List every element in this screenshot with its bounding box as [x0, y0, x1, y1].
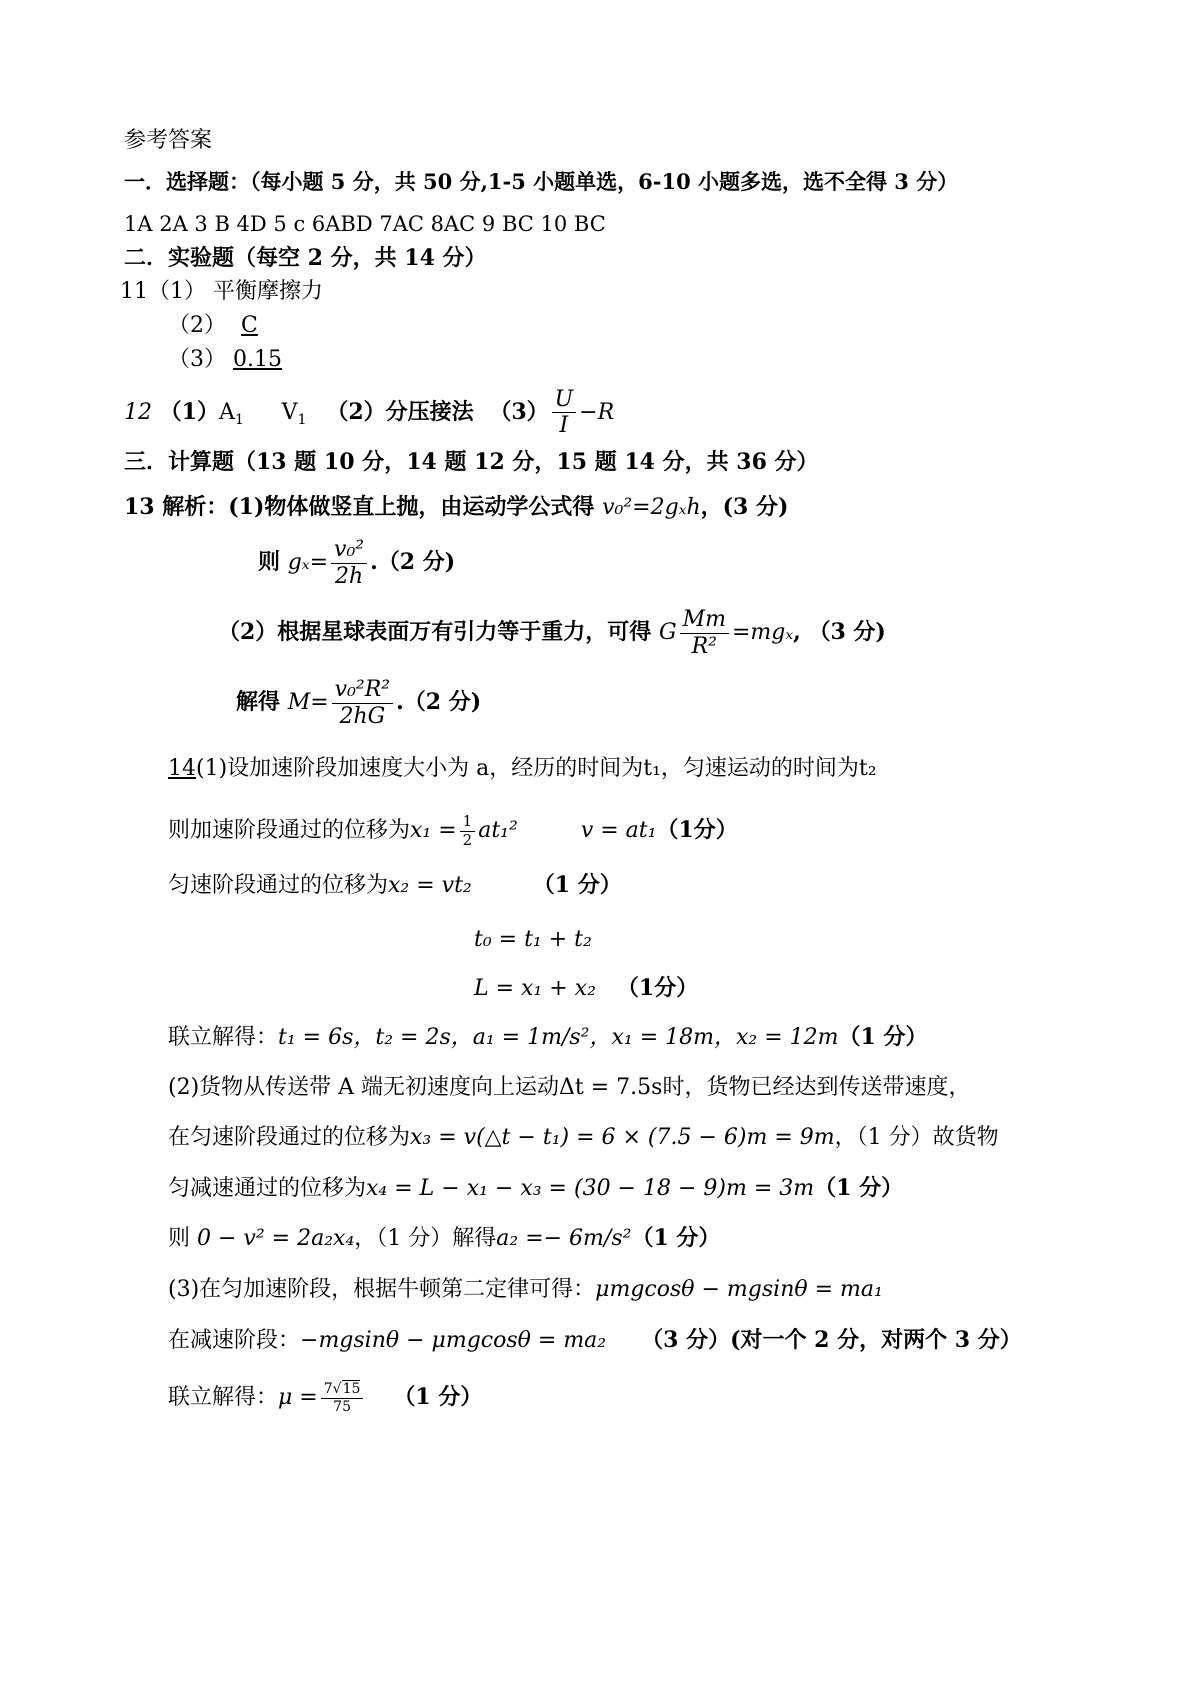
q14-eq-2-lhs: x₁ =	[410, 818, 457, 843]
q14-score-2: （1分）	[656, 817, 738, 843]
q14-eq-10b: a₂ =− 6m/s²	[496, 1226, 632, 1251]
q12-part2: （2）分压接法	[326, 398, 474, 425]
q14-eq-5: L = x₁ + x₂	[474, 976, 596, 1001]
q13-text-4: 解得	[236, 689, 281, 715]
q12-part1-label: （1）	[159, 398, 219, 425]
q14-line-8	[168, 1123, 999, 1153]
q14-line-12	[168, 1325, 1022, 1356]
q14-fraction-13-num	[321, 1381, 364, 1398]
q13-line-4	[236, 673, 481, 732]
q11-part2-label: （2）	[168, 313, 226, 338]
q14-line-13	[168, 1372, 482, 1423]
q13-fraction-2-den: 2h	[334, 563, 364, 589]
q14-line-10	[168, 1223, 720, 1254]
q13-fraction-4-num: v₀²R²	[332, 677, 393, 703]
q14-text-2: 则加速阶段通过的位移为	[168, 818, 411, 843]
choice-answers: 1A 2A 3 B 4D 5 c 6ABD 7AC 8AC 9 BC 10 BC	[124, 212, 606, 236]
q14-eq-9: x₄ = L − x₁ − x₃ = (30 − 18 − 9)m = 3m	[366, 1176, 815, 1201]
q13-score-1: ，(3 分)	[700, 494, 789, 520]
q12-voltmeter: V	[281, 399, 298, 425]
q11-part2	[168, 311, 258, 341]
q14-mid-10: ，（1 分）解得	[354, 1226, 497, 1251]
q14-eq-3: x₂ = vt₂	[388, 873, 472, 898]
q14-score-5: （1分）	[616, 975, 699, 1001]
q14-eq-10: 0 − v² = 2a₂x₄	[197, 1226, 355, 1251]
q14-line-2	[168, 808, 738, 853]
q12-part3-label: （3）	[489, 398, 549, 425]
q13-eq-3-G: G	[658, 620, 677, 645]
section-1-heading: 一．选择题：（每小题 5 分，共 50 分,1-5 小题单选，6-10 小题多选，选不全得 3 分）	[124, 169, 959, 194]
q12-number: 12	[124, 399, 152, 425]
q14-text-13: 联立解得：	[168, 1385, 279, 1410]
q13-fraction-3	[680, 607, 729, 659]
q14-eq-6: t₁ = 6s，t₂ = 2s，a₁ = 1m/s²，x₁ = 18m，x₂ = 12m	[278, 1025, 839, 1050]
q14-text-10: 则	[168, 1226, 191, 1251]
q11-prefix: 11（1）	[120, 279, 206, 304]
q12-tail: −R	[579, 399, 615, 425]
q13-line-1	[124, 492, 788, 523]
section-2-heading: 二．实验题（每空 2 分，共 14 分）	[124, 245, 487, 271]
q13-eq-1: v₀²=2gₓh	[602, 495, 701, 520]
q14-line-11	[168, 1275, 883, 1305]
q13-fraction-4	[332, 677, 393, 729]
q13-fraction-3-num: Mm	[680, 607, 729, 633]
q14-score-13: （1 分）	[393, 1384, 483, 1410]
q14-text-1: (1)设加速阶段加速度大小为 a，经历的时间为t₁，匀速运动的时间为t₂	[196, 756, 877, 781]
q13-text-1: 13 解析：(1)物体做竖直上抛，由运动学公式得	[124, 494, 595, 520]
q14-fraction-13-num-rad: 15	[342, 1381, 361, 1398]
q13-eq-2-lhs: gₓ=	[287, 550, 329, 575]
q14-score-8: ，（1 分）故货物	[834, 1125, 999, 1150]
q14-line-1	[168, 754, 877, 784]
q11-part3-label: （3）	[168, 347, 226, 372]
q13-line-2	[258, 533, 455, 592]
q12-fraction-den: I	[559, 413, 569, 439]
q14-eq-4: t₀ = t₁ + t₂	[474, 927, 592, 952]
q13-score-2: .（2 分)	[370, 549, 456, 575]
q14-eq-13-lhs: μ =	[278, 1385, 318, 1410]
q13-text-2: 则	[258, 549, 281, 575]
q14-eq-2b: v = at₁	[580, 818, 657, 843]
q14-fraction-2	[460, 813, 476, 849]
q11-answer-2: C	[241, 313, 258, 338]
q14-eq-11: μmgcosθ − mgsinθ = ma₁	[595, 1277, 883, 1302]
q12-line	[124, 387, 614, 440]
q14-text-3: 匀速阶段通过的位移为	[168, 873, 389, 898]
q14-text-11: (3)在匀加速阶段，根据牛顿第二定律可得：	[168, 1277, 596, 1302]
q11-part1	[120, 277, 323, 307]
q14-line-9	[168, 1173, 903, 1204]
q12-fraction	[552, 387, 577, 439]
q14-text-9: 匀减速通过的位移为	[168, 1176, 367, 1201]
q14-text-12: 在减速阶段：	[168, 1328, 301, 1353]
q13-text-3: （2）根据星球表面万有引力等于重力，可得	[218, 619, 652, 645]
q13-score-3: , （3 分)	[793, 619, 886, 645]
q13-fraction-3-den: R²	[691, 633, 717, 659]
q14-fraction-13	[321, 1381, 364, 1414]
q11-answer-1: 平衡摩擦力	[213, 279, 324, 304]
q11-answer-3: 0.15	[233, 347, 282, 372]
q14-fraction-2-num: 1	[460, 813, 476, 831]
q13-fraction-4-den: 2hG	[339, 703, 386, 729]
q12-voltmeter-sub: 1	[297, 412, 307, 429]
q11-part3	[168, 345, 282, 375]
q14-eq-8: x₃ = v(△t − t₁) = 6 × (7.5 − 6)m = 9m	[410, 1125, 835, 1150]
q14-eq-2-tail: at₁²	[478, 818, 518, 843]
q14-line-5	[474, 973, 698, 1004]
q12-ammeter-sub: 1	[234, 412, 244, 429]
q14-score-3: （1 分）	[532, 872, 622, 898]
q14-eq-12: −mgsinθ − μmgcosθ = ma₂	[300, 1328, 607, 1353]
q14-score-10: （1 分）	[631, 1225, 721, 1251]
q12-fraction-num: U	[552, 387, 577, 413]
q13-fraction-2	[331, 537, 367, 589]
q14-score-6: （1 分）	[838, 1024, 928, 1050]
doc-title: 参考答案	[124, 128, 213, 153]
section-3-heading: 三．计算题（13 题 10 分，14 题 12 分，15 题 14 分，共 36 分）	[124, 449, 819, 475]
q12-ammeter: A	[218, 399, 235, 425]
q14-score-9: （1 分）	[814, 1175, 904, 1201]
q14-fraction-2-den: 2	[462, 830, 473, 849]
q14-number: 14	[168, 756, 196, 781]
q14-text-8: 在匀速阶段通过的位移为	[168, 1125, 411, 1150]
q14-line-7: (2)货物从传送带 A 端无初速度向上运动Δt = 7.5s时，货物已经达到传送带速度，	[168, 1075, 971, 1100]
q13-fraction-2-num: v₀²	[331, 537, 367, 563]
q13-score-4: .（2 分)	[396, 689, 482, 715]
q14-fraction-13-num-pre: 7√	[323, 1381, 342, 1398]
q13-eq-4-lhs: M=	[287, 690, 329, 715]
q14-line-3	[168, 870, 622, 901]
q14-score-12: （3 分）(对一个 2 分，对两个 3 分）	[641, 1327, 1022, 1353]
q14-fraction-13-den: 75	[333, 1398, 351, 1415]
q14-line-6	[168, 1022, 927, 1053]
q14-text-6: 联立解得：	[168, 1025, 279, 1050]
q13-line-3	[218, 603, 886, 662]
q13-eq-3-rhs: =mgₓ	[731, 620, 794, 645]
